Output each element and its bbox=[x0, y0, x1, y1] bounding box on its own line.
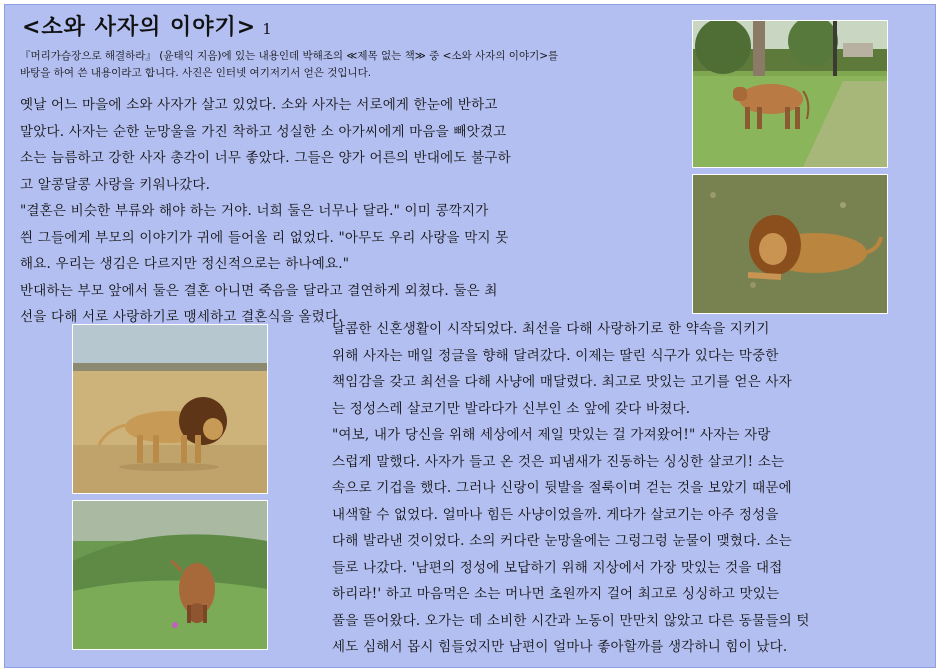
story-line: 고 알콩달콩 사랑을 키워나갔다. bbox=[20, 176, 211, 193]
story-line: 풀을 뜯어왔다. 오가는 데 소비한 시간과 노동이 만만치 않았고 다른 동물들의 텃 bbox=[332, 612, 810, 629]
photo-cow-grazing bbox=[72, 500, 268, 650]
story-line: 세도 심해서 몹시 힘들었지만 남편이 얼마나 좋아할까를 생각하니 힘이 났다. bbox=[332, 639, 788, 655]
story-line: 내색할 수 없었다. 얼마나 힘든 사냥이었을까. 게다가 살코기는 아주 정성을 bbox=[332, 506, 779, 523]
story-line: "결혼은 비슷한 부류와 해야 하는 거야. 너희 둘은 너무나 달라." 이미 콩깍지가 bbox=[20, 203, 489, 219]
story-line: 들로 나갔다. '남편의 정성에 보답하기 위해 지상에서 가장 맛있는 것을 대접 bbox=[332, 559, 783, 576]
story-line: 다해 발라낸 것이었다. 소의 커다란 눈망울에는 그렁그렁 눈물이 맺혔다. 소는 bbox=[332, 533, 792, 549]
intro-line: 바탕을 하여 쓴 내용이라고 합니다. 사진은 인터넷 여기저기서 얻은 것입니다. bbox=[20, 67, 372, 79]
title-mark: 1 bbox=[262, 20, 273, 38]
story-line: 는 정성스레 살코기만 발라다가 신부인 소 앞에 갖다 바쳤다. bbox=[332, 400, 691, 417]
story-line: 선을 다해 서로 사랑하기로 맹세하고 결혼식을 올렸다. bbox=[20, 309, 343, 325]
page-title bbox=[22, 10, 273, 41]
story-line: 스럽게 말했다. 사자가 들고 온 것은 피냄새가 진동하는 싱싱한 살코기! 소는 bbox=[332, 453, 785, 470]
story-line: 하리라!' 하고 마음먹은 소는 머나먼 초원까지 걸어 최고로 싱싱하고 맛있는 bbox=[332, 586, 780, 602]
photo-cow-standing bbox=[692, 20, 888, 168]
story-line: "여보, 내가 당신을 위해 세상에서 제일 맛있는 걸 가져왔어!" 사자는 자랑 bbox=[332, 427, 771, 443]
story-bottom bbox=[332, 316, 922, 661]
story-line: 책임감을 갖고 최선을 다해 사냥에 매달렸다. 최고로 맛있는 고기를 얻은 사자 bbox=[332, 374, 792, 390]
story-top bbox=[20, 92, 680, 331]
photo-lion-lying bbox=[692, 174, 888, 314]
photo-lion-walking bbox=[72, 324, 268, 494]
story-line: 달콤한 신혼생활이 시작되었다. 최선을 다해 사랑하기로 한 약속을 지키기 bbox=[332, 321, 770, 337]
story-line: 소는 늠름하고 강한 사자 총각이 너무 좋았다. 그들은 양가 어른의 반대에도 불구하 bbox=[20, 150, 511, 166]
title-text: <소와 사자의 이야기> bbox=[22, 15, 257, 40]
story-line: 말았다. 사자는 순한 눈망울을 가진 착하고 성실한 소 아가씨에게 마음을 빼앗겼고 bbox=[20, 123, 507, 140]
story-line: 옛날 어느 마을에 소와 사자가 살고 있었다. 소와 사자는 서로에게 한눈에 반하고 bbox=[20, 97, 498, 113]
story-line: 위해 사자는 매일 정글을 향해 달려갔다. 이제는 딸린 식구가 있다는 막중한 bbox=[332, 347, 779, 364]
story-line: 속으로 기겁을 했다. 그러나 신랑이 뒷발을 절룩이며 걷는 것을 보았기 때문에 bbox=[332, 480, 792, 496]
story-line: 반대하는 부모 앞에서 둘은 결혼 아니면 죽음을 달라고 결연하게 외쳤다. 둘은 최 bbox=[20, 282, 498, 299]
intro-note bbox=[20, 48, 668, 82]
intro-line: 『머리가슴장으로 해결하라』 (윤태익 지음)에 있는 내용인데 박해조의 ≪제목 없는 책≫ 중 <소와 사자의 이야기>를 bbox=[20, 50, 559, 62]
story-line: 해요. 우리는 생김은 다르지만 정신적으로는 하나예요." bbox=[20, 256, 350, 272]
story-line: 씐 그들에게 부모의 이야기가 귀에 들어올 리 없었다. "아무도 우리 사랑을 막지 못 bbox=[20, 229, 509, 246]
